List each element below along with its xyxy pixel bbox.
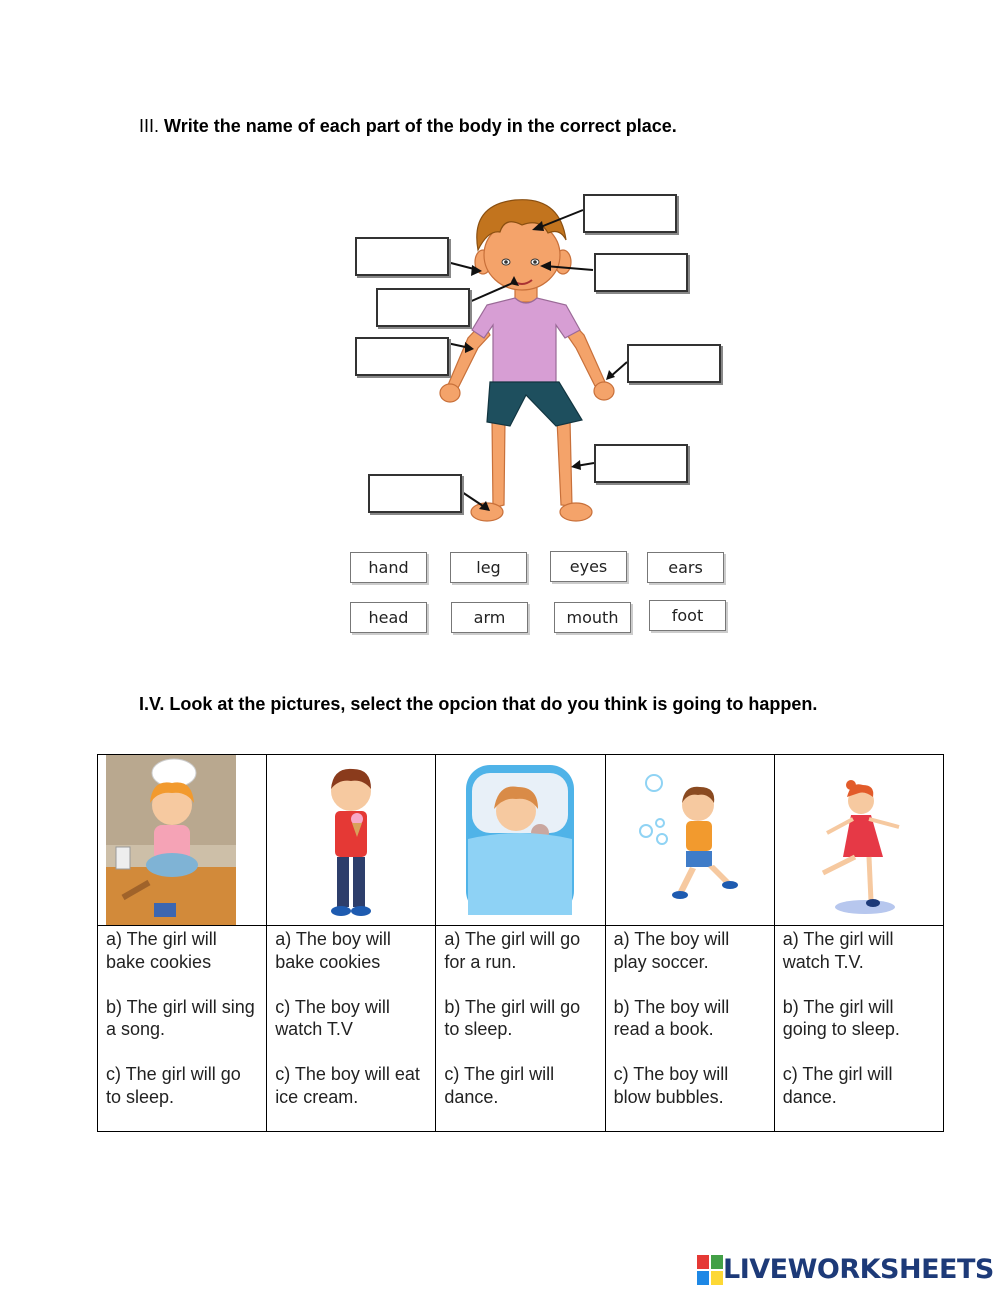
word-arm[interactable]: arm [451,602,528,633]
word-hand[interactable]: hand [350,552,427,583]
option-item[interactable]: b) The boy will read a book. [613,996,730,1039]
option-item[interactable]: a) The girl will go for a run. [444,929,581,972]
options-cell [98,926,267,1132]
logo-text: LIVEWORKSHEETS [723,1254,994,1285]
option-item[interactable]: c) The girl will dance. [782,1064,893,1107]
ice-cream-boy-image [311,761,391,921]
options-table [97,754,944,1132]
answer-box-mouth[interactable] [376,288,470,327]
answer-box-hair[interactable] [583,194,677,233]
bubbles-boy-image [630,761,750,921]
option-item[interactable]: a) The girl will watch T.V. [782,929,894,972]
answer-box-eyes[interactable] [594,253,688,292]
answer-box-arm[interactable] [355,337,449,376]
option-item[interactable]: a) The boy will bake cookies [275,929,391,972]
word-eyes[interactable]: eyes [550,551,627,582]
option-item[interactable]: c) The girl will dance. [444,1064,555,1107]
section-3-number: III. [139,116,160,136]
picture-cell [774,755,943,926]
options-row [98,926,944,1132]
option-item[interactable]: c) The boy will watch T.V [275,996,390,1039]
logo-blocks-icon [697,1255,723,1285]
word-mouth[interactable]: mouth [554,602,631,633]
options-cell [605,926,774,1132]
option-item[interactable]: c) The boy will blow bubbles. [613,1064,729,1107]
picture-cell [436,755,605,926]
option-item[interactable]: a) The boy will play soccer. [613,929,730,972]
answer-box-leg[interactable] [594,444,688,483]
option-item[interactable]: b) The girl will going to sleep. [782,996,900,1039]
option-item[interactable]: c) The girl will go to sleep. [106,1064,241,1107]
option-item[interactable]: b) The girl will go to sleep. [444,996,581,1039]
section-3-heading [139,116,677,137]
liveworksheets-logo [697,1254,994,1285]
option-item[interactable]: a) The girl will bake cookies [106,929,217,972]
section-4-heading: I.V. Look at the pictures, select the opcion that do you think is going to happen. [139,694,818,714]
answer-box-foot[interactable] [368,474,462,513]
word-leg[interactable]: leg [450,552,527,583]
baking-girl-image [106,755,236,925]
picture-cell [98,755,267,926]
answer-box-hand[interactable] [627,344,721,383]
options-cell [774,926,943,1132]
options-cell [267,926,436,1132]
word-foot[interactable]: foot [649,600,726,631]
option-item[interactable]: b) The girl will sing a song. [106,996,255,1039]
picture-row [98,755,944,926]
section-3-instruction: Write the name of each part of the body in the correct place. [164,116,677,136]
dancing-girl-image [799,761,919,921]
picture-cell [267,755,436,926]
options-cell [436,926,605,1132]
word-ears[interactable]: ears [647,552,724,583]
sleeping-girl-image [460,761,580,921]
answer-box-ears[interactable] [355,237,449,276]
picture-cell [605,755,774,926]
word-head[interactable]: head [350,602,427,633]
option-item[interactable]: c) The boy will eat ice cream. [275,1064,420,1107]
